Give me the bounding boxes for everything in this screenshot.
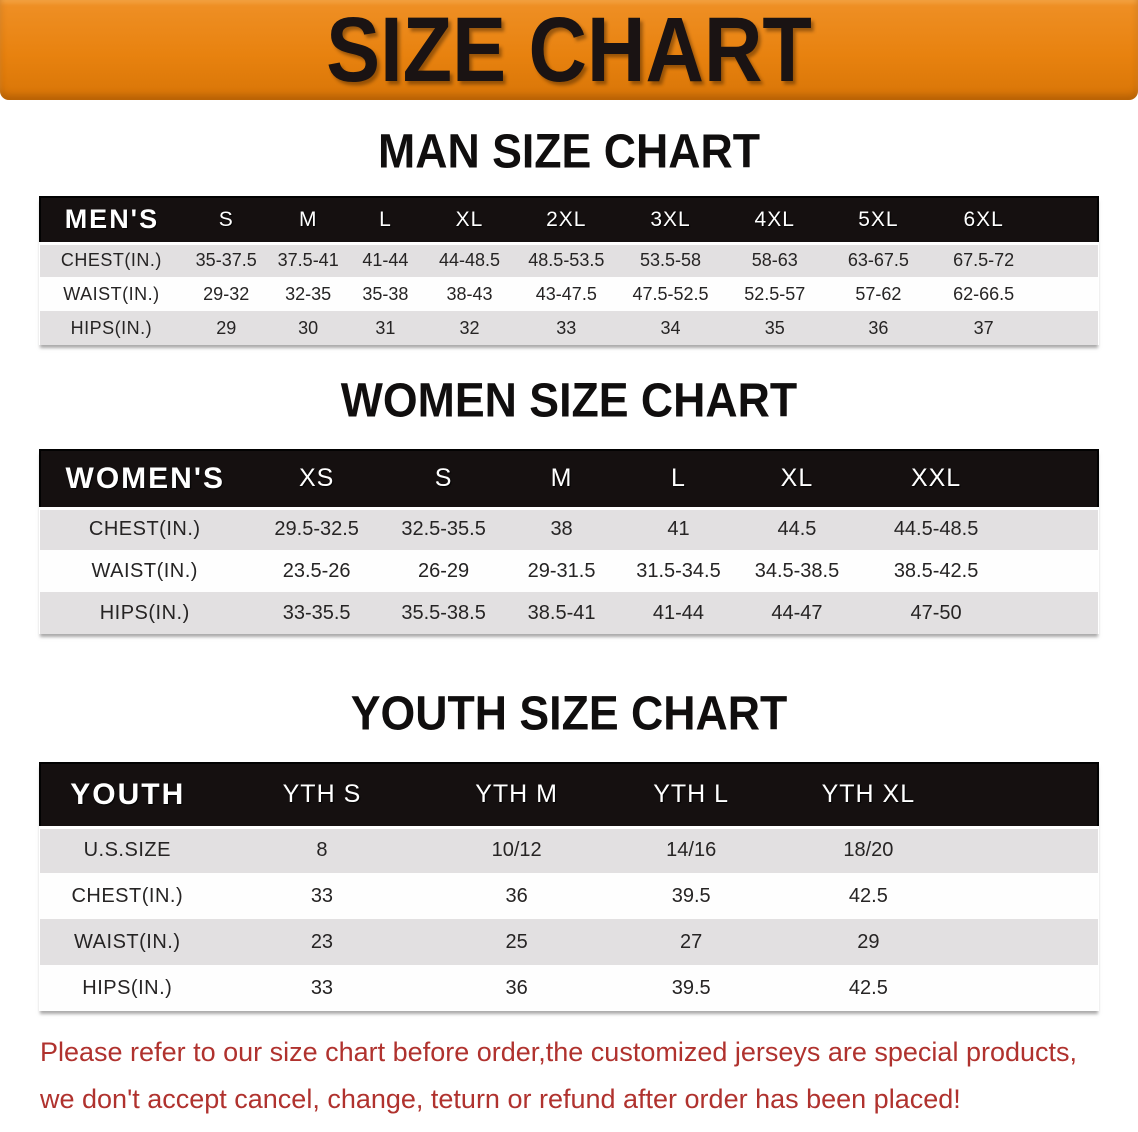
size-value-cell: 32-35 [270, 277, 347, 311]
size-value-cell: 29.5-32.5 [249, 508, 383, 550]
size-value-cell: 37.5-41 [270, 243, 347, 277]
size-value-cell: 23.5-26 [249, 550, 383, 592]
row-filler [958, 965, 1098, 1011]
table-row [40, 827, 1098, 873]
size-column-header: YTH L [604, 763, 779, 827]
table-row [40, 508, 1098, 550]
table-row [40, 277, 1098, 311]
table-category-header: WOMEN'S [40, 450, 249, 508]
row-filler [1015, 550, 1098, 592]
row-filler [958, 873, 1098, 919]
table-row [40, 592, 1098, 634]
table-header-row [40, 763, 1098, 827]
table-row [40, 965, 1098, 1011]
header-filler [1015, 450, 1098, 508]
size-value-cell: 32 [424, 311, 515, 345]
size-value-cell: 36 [826, 311, 931, 345]
size-value-cell: 36 [429, 965, 604, 1011]
row-label: U.S.SIZE [40, 827, 215, 873]
row-label: WAIST(IN.) [40, 919, 215, 965]
size-value-cell: 48.5-53.5 [515, 243, 618, 277]
row-label: CHEST(IN.) [40, 243, 183, 277]
youth-section-title: YOUTH SIZE CHART [350, 685, 788, 740]
size-value-cell: 47.5-52.5 [618, 277, 724, 311]
size-value-cell: 42.5 [778, 873, 958, 919]
size-value-cell: 44.5 [737, 508, 857, 550]
size-value-cell: 41 [620, 508, 737, 550]
banner-title: SIZE CHART [326, 0, 812, 101]
size-value-cell: 47-50 [857, 592, 1016, 634]
size-value-cell: 62-66.5 [931, 277, 1037, 311]
size-value-cell: 31 [347, 311, 424, 345]
size-value-cell: 27 [604, 919, 779, 965]
size-value-cell: 33 [215, 873, 430, 919]
size-value-cell: 26-29 [384, 550, 504, 592]
size-column-header: L [620, 450, 737, 508]
table-row [40, 550, 1098, 592]
size-column-header: YTH S [215, 763, 430, 827]
size-value-cell: 35-38 [347, 277, 424, 311]
size-value-cell: 44-48.5 [424, 243, 515, 277]
size-value-cell: 31.5-34.5 [620, 550, 737, 592]
size-value-cell: 18/20 [778, 827, 958, 873]
size-value-cell: 10/12 [429, 827, 604, 873]
size-column-header: 6XL [931, 197, 1037, 243]
size-value-cell: 33 [215, 965, 430, 1011]
size-column-header: XL [424, 197, 515, 243]
table-row [40, 243, 1098, 277]
size-value-cell: 44.5-48.5 [857, 508, 1016, 550]
size-value-cell: 29 [183, 311, 270, 345]
header-filler [958, 763, 1098, 827]
table-category-header: MEN'S [40, 197, 183, 243]
size-value-cell: 38-43 [424, 277, 515, 311]
size-value-cell: 39.5 [604, 965, 779, 1011]
man-section-title: MAN SIZE CHART [378, 123, 760, 178]
row-label: CHEST(IN.) [40, 508, 249, 550]
size-column-header: YTH M [429, 763, 604, 827]
size-column-header: L [347, 197, 424, 243]
size-value-cell: 29-32 [183, 277, 270, 311]
size-value-cell: 41-44 [620, 592, 737, 634]
row-filler [1037, 243, 1098, 277]
size-value-cell: 58-63 [723, 243, 826, 277]
row-label: WAIST(IN.) [40, 277, 183, 311]
size-column-header: 5XL [826, 197, 931, 243]
disclaimer-line-1: Please refer to our size chart before order,the customized jerseys are special products, [40, 1037, 1078, 1067]
size-column-header: YTH XL [778, 763, 958, 827]
size-value-cell: 34.5-38.5 [737, 550, 857, 592]
table-row [40, 311, 1098, 345]
size-value-cell: 67.5-72 [931, 243, 1037, 277]
size-column-header: S [384, 450, 504, 508]
women-section-title: WOMEN SIZE CHART [340, 372, 798, 427]
row-label: CHEST(IN.) [40, 873, 215, 919]
size-value-cell: 38.5-42.5 [857, 550, 1016, 592]
size-value-cell: 38.5-41 [503, 592, 619, 634]
size-value-cell: 43-47.5 [515, 277, 618, 311]
size-value-cell: 38 [503, 508, 619, 550]
size-value-cell: 41-44 [347, 243, 424, 277]
size-column-header: S [183, 197, 270, 243]
size-column-header: 2XL [515, 197, 618, 243]
size-value-cell: 30 [270, 311, 347, 345]
row-label: HIPS(IN.) [40, 965, 215, 1011]
table-header-row [40, 197, 1098, 243]
size-value-cell: 35-37.5 [183, 243, 270, 277]
size-value-cell: 33-35.5 [249, 592, 383, 634]
size-column-header: M [270, 197, 347, 243]
disclaimer-line-2: we don't accept cancel, change, teturn or refund after order has been placed! [40, 1084, 961, 1114]
size-value-cell: 32.5-35.5 [384, 508, 504, 550]
size-value-cell: 14/16 [604, 827, 779, 873]
row-filler [958, 827, 1098, 873]
size-value-cell: 63-67.5 [826, 243, 931, 277]
size-value-cell: 36 [429, 873, 604, 919]
size-value-cell: 8 [215, 827, 430, 873]
size-chart-banner [0, 0, 1138, 100]
row-filler [1015, 592, 1098, 634]
row-label: WAIST(IN.) [40, 550, 249, 592]
header-filler [1037, 197, 1098, 243]
size-value-cell: 34 [618, 311, 724, 345]
row-filler [958, 919, 1098, 965]
men-size-table [39, 196, 1099, 345]
table-header-row [40, 450, 1098, 508]
size-column-header: 4XL [723, 197, 826, 243]
table-category-header: YOUTH [40, 763, 215, 827]
size-value-cell: 52.5-57 [723, 277, 826, 311]
size-column-header: 3XL [618, 197, 724, 243]
row-label: HIPS(IN.) [40, 592, 249, 634]
size-value-cell: 33 [515, 311, 618, 345]
size-value-cell: 44-47 [737, 592, 857, 634]
size-value-cell: 39.5 [604, 873, 779, 919]
size-column-header: M [503, 450, 619, 508]
size-value-cell: 35.5-38.5 [384, 592, 504, 634]
size-value-cell: 57-62 [826, 277, 931, 311]
size-value-cell: 35 [723, 311, 826, 345]
row-filler [1037, 277, 1098, 311]
size-value-cell: 25 [429, 919, 604, 965]
row-label: HIPS(IN.) [40, 311, 183, 345]
table-row [40, 919, 1098, 965]
order-disclaimer [40, 1029, 1138, 1123]
row-filler [1015, 508, 1098, 550]
size-value-cell: 29-31.5 [503, 550, 619, 592]
youth-size-table [39, 762, 1099, 1011]
size-column-header: XXL [857, 450, 1016, 508]
row-filler [1037, 311, 1098, 345]
size-value-cell: 53.5-58 [618, 243, 724, 277]
size-value-cell: 29 [778, 919, 958, 965]
size-column-header: XS [249, 450, 383, 508]
size-value-cell: 42.5 [778, 965, 958, 1011]
table-row [40, 873, 1098, 919]
size-column-header: XL [737, 450, 857, 508]
size-value-cell: 23 [215, 919, 430, 965]
size-value-cell: 37 [931, 311, 1037, 345]
women-size-table [39, 449, 1099, 634]
